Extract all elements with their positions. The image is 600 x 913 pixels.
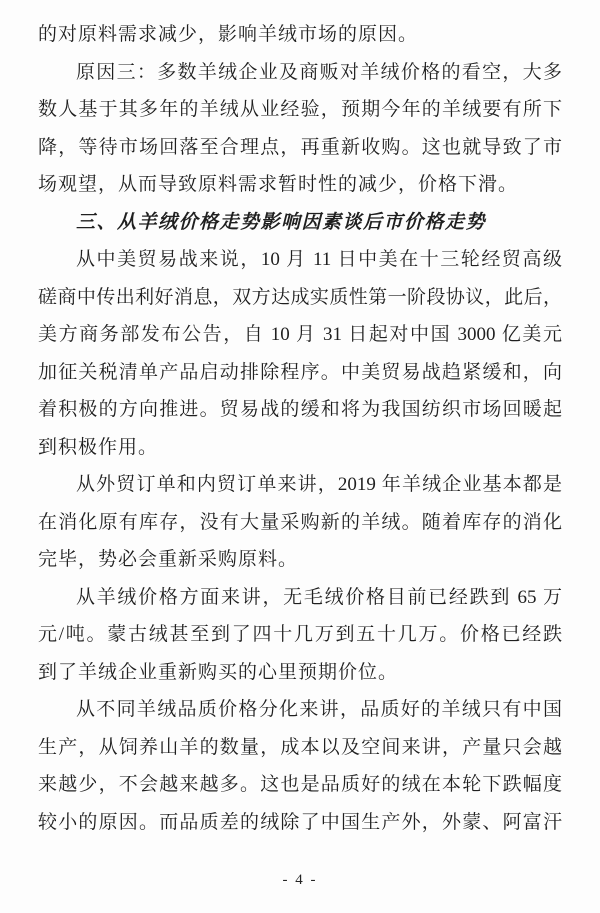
text-line: 从羊绒价格方面来讲，无毛绒价格目前已经跌到 65 万 [76,586,562,608]
text-line: 美方商务部发布公告，自 10 月 31 日起对中国 3000 亿美元 [38,324,562,345]
text-line: 的对原料需求减少，影响羊绒市场的原因。 [38,24,419,45]
text-line: 着积极的方向推进。贸易战的缓和将为我国纺织市场回暖起 [38,399,562,420]
text-line: 磋商中传出利好消息，双方达成实质性第一阶段协议，此后， [38,286,562,308]
text-line: 加征关税清单产品启动排除程序。中美贸易战趋紧缓和，向 [38,361,562,383]
text-line: 从中美贸易战来说，10 月 11 日中美在十三轮经贸高级 [76,249,562,270]
text-line: 生产，从饲养山羊的数量，成本以及空间来讲，产量只会越 [38,736,562,758]
text-line: 较小的原因。而品质差的绒除了中国生产外，外蒙、阿富汗 [38,811,562,833]
text-line: 元/吨。蒙古绒甚至到了四十几万到五十几万。价格已经跌 [38,624,562,645]
text-line: 到积极作用。 [38,436,159,458]
text-line: 数人基于其多年的羊绒从业经验，预期今年的羊绒要有所下 [38,99,562,120]
text-line: 从外贸订单和内贸订单来讲，2019 年羊绒企业基本都是 [76,474,562,495]
text-line: 原因三：多数羊绒企业及商贩对羊绒价格的看空，大多 [76,61,562,83]
text-line: 完毕，势必会重新采购原料。 [38,549,299,570]
paragraph [38,466,562,579]
paragraph [38,54,562,204]
paragraph [38,579,562,692]
text-line: 三、从羊绒价格走势影响因素谈后市价格走势 [76,211,487,233]
section-heading [38,204,562,242]
text-line: 来越少，不会越来越多。这也是品质好的绒在本轮下跌幅度 [38,774,562,795]
text-line: 在消化原有库存，没有大量采购新的羊绒。随着库存的消化 [38,511,562,533]
text-line: 到了羊绒企业重新购买的心里预期价位。 [38,661,399,683]
page-number: - 4 - [282,872,318,888]
paragraph [38,691,562,841]
text-line: 从不同羊绒品质价格分化来讲，品质好的羊绒只有中国 [76,699,562,720]
text-line: 降，等待市场回落至合理点，再重新收购。这也就导致了市 [38,136,562,158]
text-line: 场观望，从而导致原料需求暂时性的减少，价格下滑。 [38,174,519,195]
paragraph [38,241,562,466]
paragraph [38,16,562,54]
